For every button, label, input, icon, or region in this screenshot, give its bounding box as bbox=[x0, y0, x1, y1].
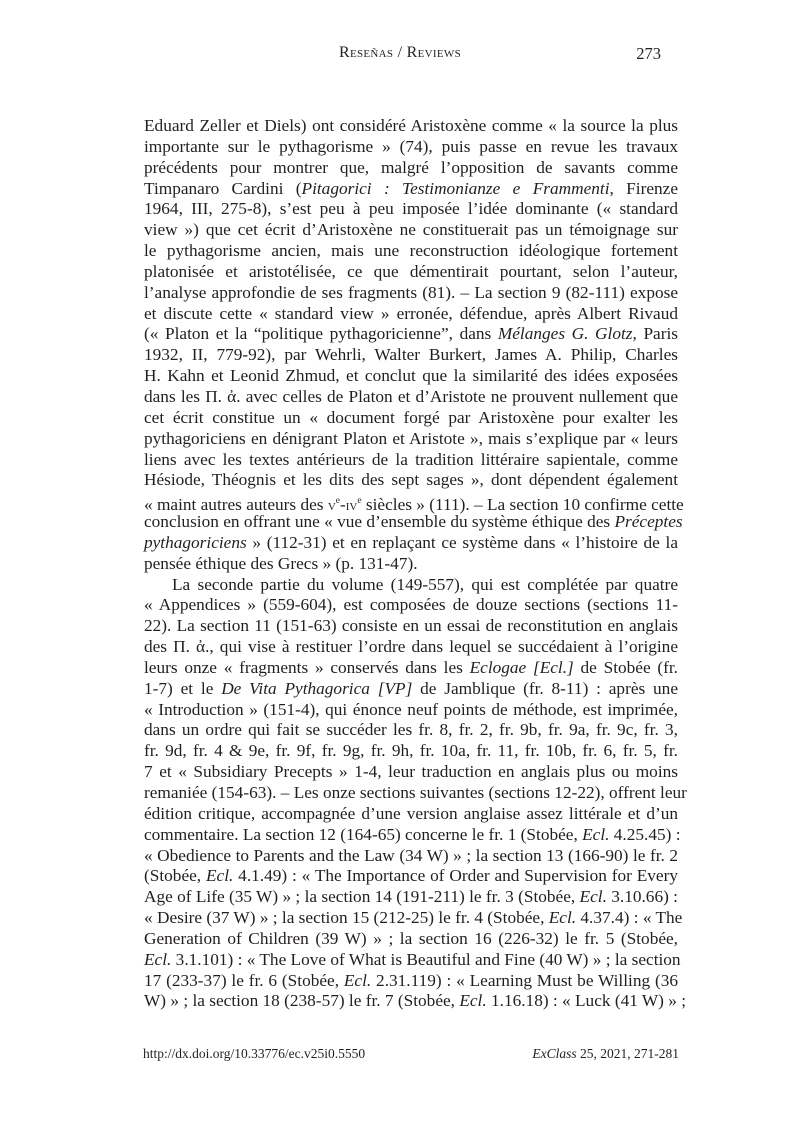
italic-text: Ecl. bbox=[579, 887, 607, 907]
journal-citation bbox=[532, 1046, 679, 1062]
text-line bbox=[144, 908, 683, 929]
text-segment: l’analyse approfondie de ses fragments (81). – La section 9 (82-111) expose bbox=[144, 282, 678, 302]
text-segment: La seconde partie du volume (149-557), qui est complétée par quatre bbox=[172, 574, 678, 594]
text-segment: « Appendices » (559-604), est composées de douze sections (sections 11- bbox=[144, 595, 678, 615]
italic-text: Ecl. bbox=[548, 908, 577, 928]
text-segment: W) » ; la section 18 (238-57) le fr. 7 (Stobée, bbox=[144, 991, 460, 1011]
text-line bbox=[144, 408, 678, 429]
text-segment: , Firenze bbox=[609, 178, 678, 198]
text-line bbox=[144, 137, 678, 158]
text-line bbox=[144, 199, 678, 220]
text-line bbox=[144, 450, 678, 471]
page-number: 273 bbox=[636, 44, 661, 63]
text-line bbox=[144, 241, 678, 262]
text-segment: Hésiode, Théognis et les dits des sept sages », dont dépendent également bbox=[144, 470, 678, 490]
text-segment: 4.1.49) : « The Importance of Order and Supervision for Every bbox=[233, 866, 678, 886]
text-line bbox=[144, 220, 678, 241]
text-line bbox=[144, 158, 678, 179]
italic-text: Eclogae [Ecl.] bbox=[469, 657, 574, 677]
text-line bbox=[144, 366, 678, 387]
italic-text: Préceptes bbox=[614, 512, 683, 532]
italic-text: Ecl. bbox=[582, 824, 610, 844]
journal-name: ExClass bbox=[532, 1046, 577, 1061]
text-line bbox=[144, 345, 678, 366]
text-line bbox=[144, 720, 678, 741]
text-segment: platonisée et aristotélisée, ce que démentirait pourtant, selon l’auteur, bbox=[144, 261, 678, 281]
text-line bbox=[144, 804, 678, 825]
text-segment: de Stobée (fr. bbox=[573, 657, 679, 677]
text-segment: des Π. ἀ., qui vise à restituer l’ordre dans lequel se succédaient à l’origine bbox=[144, 637, 678, 657]
italic-text: Ecl. bbox=[205, 866, 234, 886]
text-line bbox=[144, 533, 678, 554]
text-line bbox=[144, 846, 678, 867]
text-segment: 2.31.119) : « Learning Must be Willing (36 bbox=[371, 970, 678, 990]
italic-text: Pitagorici : Testimonianze e Frammenti bbox=[301, 178, 610, 198]
text-segment: (Stobée, bbox=[144, 866, 206, 886]
text-segment: 1964, III, 275-8), s’est peu à peu imposée l’idée dominante (« standard bbox=[144, 199, 678, 219]
text-segment: 1-7) et le bbox=[144, 678, 222, 698]
journal-volume-pages: 25, 2021, 271-281 bbox=[576, 1046, 679, 1061]
text-segment: view ») que cet écrit d’Aristoxène ne constituerait pas un témoignage sur bbox=[144, 220, 678, 240]
text-segment: conclusion en offrant une « vue d’ensemble du système éthique des bbox=[144, 512, 615, 532]
text-line bbox=[144, 824, 681, 846]
text-segment: commentaire. La section 12 (164-65) concerne le fr. 1 (Stobée, bbox=[144, 824, 583, 844]
italic-text: Ecl. bbox=[144, 949, 172, 969]
text-segment: 1932, II, 779-92), par Wehrli, Walter Burkert, James A. Philip, Charles bbox=[144, 345, 678, 365]
text-line bbox=[144, 283, 678, 304]
text-segment: iv bbox=[345, 497, 358, 515]
text-segment: v bbox=[327, 497, 336, 515]
text-segment: édition critique, accompagnée d’une version anglaise assez littérale et d’un bbox=[144, 803, 678, 823]
doi-link[interactable]: http://dx.doi.org/10.33776/ec.v25i0.5550 bbox=[143, 1046, 366, 1061]
text-line bbox=[144, 658, 678, 679]
running-header-title: Reseñas / Reviews bbox=[339, 44, 461, 61]
text-segment: , Paris bbox=[632, 324, 679, 344]
text-line bbox=[144, 304, 678, 325]
text-segment: 4.37.4) : « The bbox=[576, 908, 683, 928]
text-segment: pensée éthique des Grecs » (p. 131-47). bbox=[144, 553, 418, 573]
text-line bbox=[144, 866, 678, 887]
text-line bbox=[144, 491, 684, 515]
text-line bbox=[144, 762, 678, 783]
text-segment: « maint autres auteurs des bbox=[144, 495, 328, 515]
text-segment: Eduard Zeller et Diels) ont considéré Aristoxène comme « la source la plus bbox=[144, 116, 678, 135]
text-segment: et discute cette « standard view » erronée, défendue, après Albert Rivaud bbox=[144, 303, 678, 323]
italic-text: De Vita Pythagorica [VP] bbox=[221, 678, 413, 698]
text-line bbox=[144, 116, 678, 137]
text-segment: précédents pour montrer que, malgré l’opposition de savants comme bbox=[144, 157, 678, 177]
text-segment: 17 (233-37) le fr. 6 (Stobée, bbox=[144, 970, 344, 990]
text-line bbox=[144, 679, 678, 700]
text-line bbox=[144, 575, 678, 596]
text-line bbox=[144, 783, 687, 804]
text-segment: remaniée (154-63). – Les onze sections suivantes (sections 12-22), offrent leur bbox=[144, 783, 687, 802]
text-segment: Age of Life (35 W) » ; la section 14 (191-211) le fr. 3 (Stobée, bbox=[144, 887, 580, 907]
text-line bbox=[144, 387, 678, 408]
text-line bbox=[144, 700, 678, 721]
text-segment: H. Kahn et Leonid Zhmud, et conclut que la similarité des idées exposées bbox=[144, 366, 678, 386]
italic-text: Ecl. bbox=[459, 991, 487, 1011]
text-segment: de Jamblique (fr. 8-11) : après une bbox=[412, 678, 678, 698]
text-line bbox=[144, 616, 678, 637]
text-segment: 3.10.66) : bbox=[606, 887, 678, 907]
text-segment: e bbox=[335, 496, 340, 507]
text-line bbox=[144, 887, 678, 908]
text-line bbox=[144, 554, 678, 575]
text-segment: 1.16.18) : « Luck (41 W) » ; bbox=[486, 991, 687, 1011]
italic-text: Mélanges G. Glotz bbox=[497, 324, 633, 344]
text-segment: Generation of Children (39 W) » ; la section 16 (226-32) le fr. 5 (Stobée, bbox=[144, 928, 678, 948]
text-segment: Timpanaro Cardini ( bbox=[144, 178, 302, 198]
text-segment: cet écrit constitue un « document forgé par Aristoxène pour exalter les bbox=[144, 407, 678, 427]
text-segment: - bbox=[339, 495, 346, 515]
text-segment: siècles » (111). – La section 10 confirme cette bbox=[361, 495, 684, 515]
italic-text: Ecl. bbox=[343, 970, 372, 990]
text-line bbox=[144, 429, 678, 450]
text-line bbox=[144, 179, 678, 200]
text-line bbox=[144, 949, 681, 971]
text-line bbox=[144, 991, 687, 1012]
text-line bbox=[144, 929, 678, 950]
text-line bbox=[144, 595, 678, 616]
text-line bbox=[144, 637, 678, 658]
text-segment: « Introduction » (151-4), qui énonce neuf points de méthode, est imprimée, bbox=[144, 699, 678, 719]
text-segment: 3.1.101) : « The Love of What is Beautiful and Fine (40 W) » ; la section bbox=[171, 949, 681, 969]
text-segment: le pythagorisme ancien, mais une reconstruction idéologique fortement bbox=[144, 241, 678, 261]
text-segment: dans les Π. ἀ. avec celles de Platon et d’Aristote ne prouvent nullement que bbox=[144, 386, 678, 406]
text-segment: dans un ordre qui fait se succéder les fr. 8, fr. 2, fr. 9b, fr. 9a, fr. 9c, fr. 3, bbox=[144, 720, 678, 740]
text-segment: liens avec les textes antérieurs de la tradition littéraire sapientale, comme bbox=[144, 449, 678, 469]
text-segment: fr. 9d, fr. 4 & 9e, fr. 9f, fr. 9g, fr. 9h, fr. 10a, fr. 11, fr. 10b, fr. 6, fr. 5, fr. bbox=[144, 741, 678, 761]
text-segment: 7 et « Subsidiary Precepts » 1-4, leur traduction en anglais plus ou moins bbox=[144, 762, 678, 782]
text-segment: 22). La section 11 (151-63) consiste en un essai de reconstitution en anglais bbox=[144, 616, 678, 636]
text-line bbox=[144, 971, 678, 992]
text-segment: 4.25.45) : bbox=[609, 824, 681, 844]
text-line bbox=[144, 262, 678, 283]
text-segment: importante sur le pythagorisme » (74), puis passe en revue les travaux bbox=[144, 136, 678, 156]
text-line bbox=[144, 324, 678, 345]
italic-text: pythagoriciens bbox=[144, 532, 247, 552]
text-segment: (« Platon et la “politique pythagoricienne”, dans bbox=[144, 324, 498, 344]
text-segment: « Obedience to Parents and the Law (34 W) » ; la section 13 (166-90) le fr. 2 bbox=[144, 845, 678, 865]
text-line bbox=[144, 512, 683, 533]
body-text bbox=[144, 116, 687, 1012]
text-segment: pythagoriciens en dénigrant Platon et Aristote », mais s’explique par « leurs bbox=[144, 428, 678, 448]
text-line bbox=[144, 470, 678, 491]
text-line bbox=[144, 741, 678, 762]
text-segment: leurs onze « fragments » conservés dans les bbox=[144, 657, 470, 677]
text-segment: e bbox=[357, 496, 362, 507]
text-segment: » (112-31) et en replaçant ce système dans « l’histoire de la bbox=[246, 532, 678, 552]
text-segment: « Desire (37 W) » ; la section 15 (212-25) le fr. 4 (Stobée, bbox=[144, 908, 549, 928]
